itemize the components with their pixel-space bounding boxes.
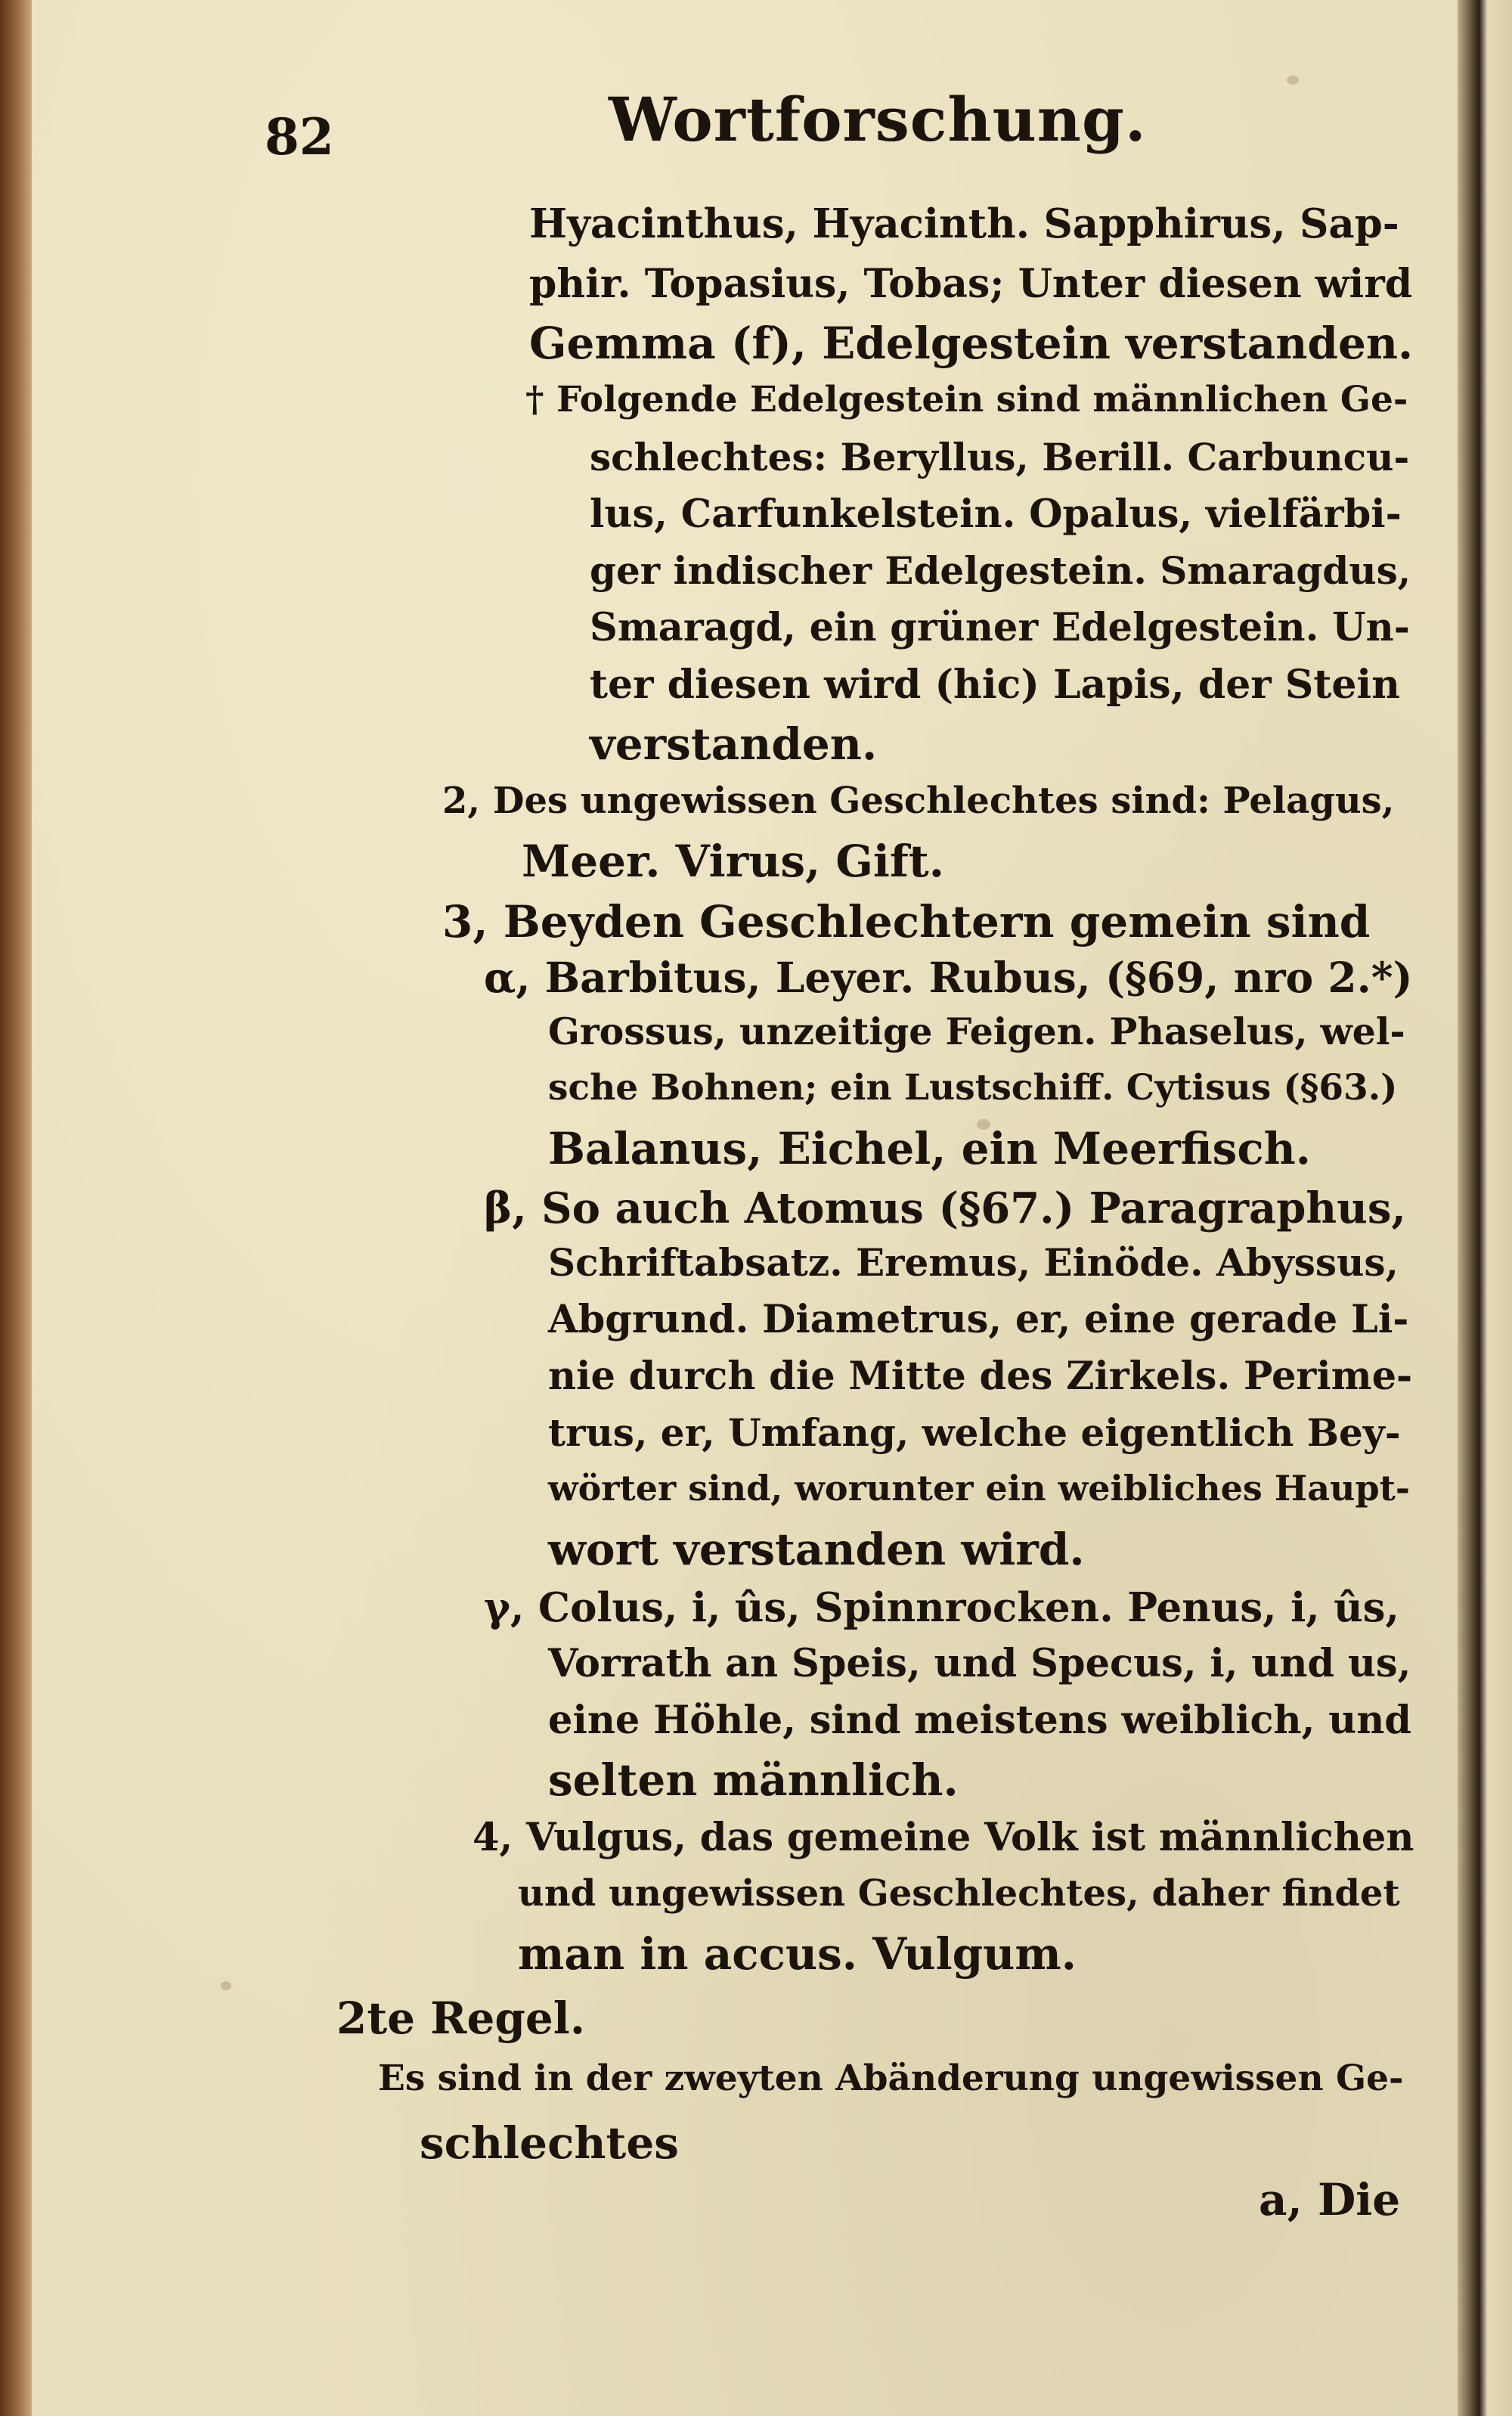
text-line: man in accus. Vulgum. [518, 1928, 1077, 1980]
page-number: 82 [265, 107, 334, 166]
text-line: 2te Regel. [336, 1993, 586, 2044]
text-line: 4, Vulgus, das gemeine Volk ist männlichen [472, 1815, 1414, 1860]
text-line: Vorrath an Speis, und Specus, i, und us, [548, 1641, 1411, 1686]
text-line: ter diesen wird (hic) Lapis, der Stein [590, 662, 1400, 708]
text-line: wort verstanden wird. [548, 1524, 1085, 1575]
text-line: selten männlich. [548, 1754, 959, 1806]
text-line: Abgrund. Diametrus, er, eine gerade Li- [548, 1297, 1409, 1342]
text-line: schlechtes: Beryllus, Berill. Carbuncu- [590, 435, 1410, 479]
text-line: γ, Colus, i, ûs, Spinnrocken. Penus, i, ûs, [484, 1584, 1399, 1631]
text-line: α, Barbitus, Leyer. Rubus, (§69, nro 2.*) [484, 953, 1413, 1002]
text-line: lus, Carfunkelstein. Opalus, vielfärbi- [590, 492, 1402, 537]
text-line: Gemma (f), Edelgestein verstanden. [529, 318, 1414, 369]
text-line: † Folgende Edelgestein sind männlichen Ge- [525, 379, 1408, 420]
text-line: und ungewissen Geschlechtes, daher findet [518, 1872, 1400, 1915]
text-line: Meer. Virus, Gift. [522, 836, 944, 887]
text-line: sche Bohnen; ein Lustschiff. Cytisus (§63.) [548, 1067, 1398, 1109]
text-line: Smaragd, ein grüner Edelgestein. Un- [590, 605, 1410, 650]
paper-stain [221, 1981, 231, 1990]
text-line: Es sind in der zweyten Abänderung ungewissen Ge- [378, 2058, 1404, 2099]
text-line: trus, er, Umfang, welche eigentlich Bey- [548, 1410, 1401, 1455]
running-title: Wortforschung. [609, 84, 1147, 155]
text-line: eine Höhle, sind meistens weiblich, und [548, 1698, 1411, 1743]
text-line: β, So auch Atomus (§67.) Paragraphus, [484, 1183, 1406, 1233]
text-line: Schriftabsatz. Eremus, Einöde. Abyssus, [548, 1240, 1399, 1285]
text-line: schlechtes [420, 2117, 679, 2169]
text-line: Grossus, unzeitige Feigen. Phaselus, wel- [548, 1010, 1405, 1053]
text-line: Hyacinthus, Hyacinth. Sapphirus, Sap- [529, 200, 1399, 247]
book-binding-left [0, 0, 32, 2416]
book-gutter-right [1458, 0, 1512, 2416]
text-line: Balanus, Eichel, ein Meerfisch. [548, 1123, 1311, 1174]
text-line: ger indischer Edelgestein. Smaragdus, [590, 548, 1411, 593]
text-line: verstanden. [590, 718, 878, 770]
text-line: phir. Topasius, Tobas; Unter diesen wird [529, 261, 1413, 307]
text-line: nie durch die Mitte des Zirkels. Perime- [548, 1354, 1413, 1399]
text-line: a, Die [1259, 2174, 1401, 2225]
paper-stain [1287, 76, 1299, 85]
text-line: 2, Des ungewissen Geschlechtes sind: Pelagus, [442, 780, 1395, 822]
text-line: 3, Beyden Geschlechtern gemein sind [442, 896, 1371, 947]
text-line: wörter sind, worunter ein weibliches Haupt- [548, 1468, 1410, 1509]
